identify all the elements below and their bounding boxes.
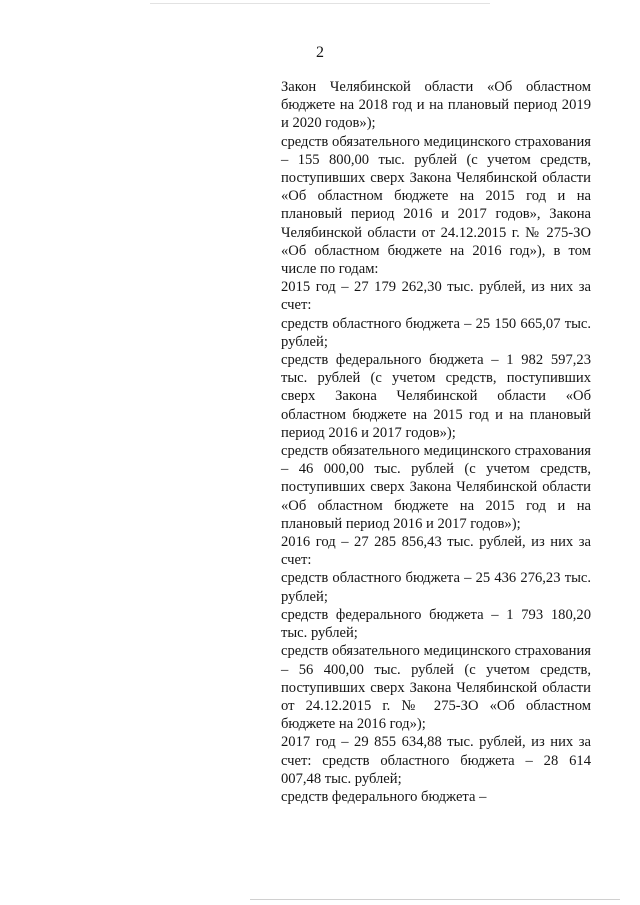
paragraph-2016-regional: средств областного бюджета – 25 436 276,23 тыс. рублей; (281, 570, 591, 605)
paragraph-law-reference: Закон Челябинской области «Об областном бюджете на 2018 год и на плановый период 2019 и 2020 годов»); (281, 79, 591, 132)
paragraph-2016-federal: средств федерального бюджета – 1 793 180,20 тыс. рублей; (281, 606, 591, 642)
paragraph-2015-federal: средств федерального бюджета – 1 982 597,23 тыс. рублей (с учетом средств, поступивших сверх Закона Челябинской области «Об областном бюджете на 2015 год и на плановый период 2016 и 2017 годов»); (281, 352, 591, 441)
page-number: 2 (316, 44, 324, 61)
paragraph-2015-regional: средств областного бюджета – 25 150 665,07 тыс. рублей; (281, 315, 591, 350)
paragraph-oms-total: средств обязательного медицинского страхования – 155 800,00 тыс. рублей (с учетом средств, поступивших сверх Закона Челябинской области «Об областном бюджете на 2015 год и на плановый период 2016 и 2017 годов», Закона Челябинской области от 24.12.2015 г. № 275-ЗО «Об областном бюджете на 2016 год»), в том числе по годам: (281, 133, 591, 278)
paragraph-2016-oms: средств обязательного медицинского страхования – 56 400,00 тыс. рублей (с учетом средств, поступивших сверх Закона Челябинской области от 24.12.2015 г. № 275-ЗО «Об областном бюджете на 2016 год»); (281, 643, 591, 733)
scan-artifact-top (150, 3, 490, 4)
paragraph-2015-oms: средств обязательного медицинского страхования – 46 000,00 тыс. рублей (с учетом средств, поступивших сверх Закона Челябинской области «Об областном бюджете на 2015 год и на плановый период 2016 и 2017 годов»); (281, 443, 591, 532)
paragraph-2016-total: 2016 год – 27 285 856,43 тыс. рублей, из них за счет: (281, 534, 591, 569)
paragraph-2015-total: 2015 год – 27 179 262,30 тыс. рублей, из них за счет: (281, 279, 591, 314)
document-body (281, 78, 591, 806)
scan-artifact-bottom (250, 899, 620, 900)
paragraph-2017-total: 2017 год – 29 855 634,88 тыс. рублей, из них за счет: средств областного бюджета – 28 614 007,48 тыс. рублей; (281, 734, 591, 787)
paragraph-2017-federal: средств федерального бюджета – (281, 788, 487, 805)
